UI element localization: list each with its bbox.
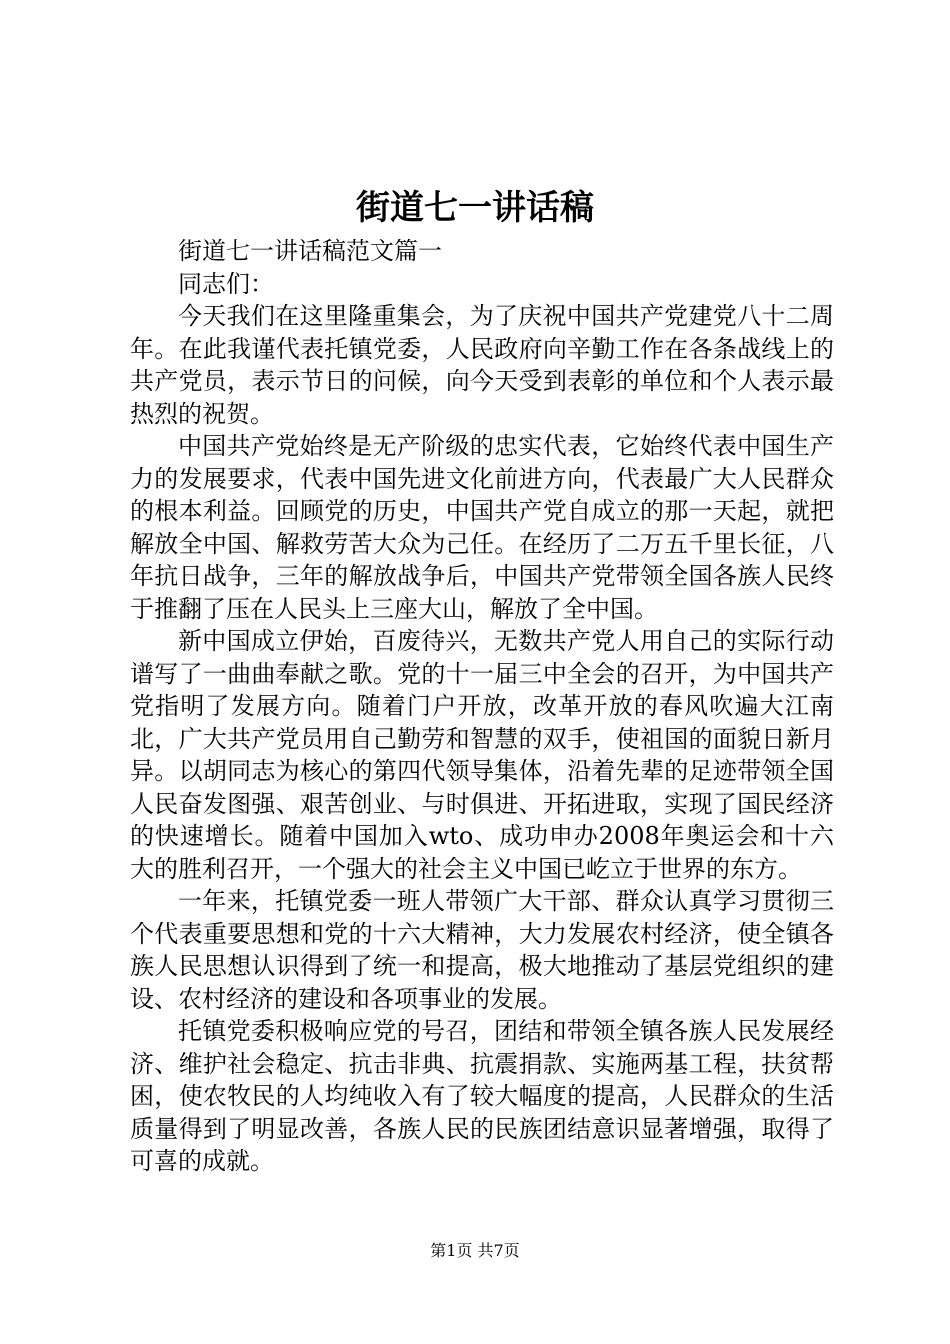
- document-body: [130, 235, 834, 1178]
- body-paragraph-4: 一年来，托镇党委一班人带领广大干部、群众认真学习贯彻三个代表重要思想和党的十六大精神，大力发展农村经济，使全镇各族人民思想认识得到了统一和提高，极大地推动了基层党组织的建设、农村经济的建设和各项事业的发展。: [130, 887, 834, 1013]
- body-paragraph-2: 中国共产党始终是无产阶级的忠实代表，它始终代表中国生产力的发展要求，代表中国先进文化前进方向，代表最广大人民群众的根本利益。回顾党的历史，中国共产党自成立的那一天起，就把解放全中国、解救劳苦大众为己任。在经历了二万五千里长征，八年抗日战争，三年的解放战争后，中国共产党带领全国各族人民终于推翻了压在人民头上三座大山，解放了全中国。: [130, 432, 834, 623]
- document-title: 街道七一讲话稿: [356, 188, 594, 228]
- body-paragraph-5: 托镇党委积极响应党的号召，团结和带领全镇各族人民发展经济、维护社会稳定、抗击非典、抗震捐款、实施两基工程，扶贫帮困，使农牧民的人均纯收入有了较大幅度的提高，人民群众的生活质量得到了明显改善，各族人民的民族团结意识显著增强，取得了可喜的成就。: [130, 1017, 834, 1175]
- salutation-line: 同志们：: [178, 269, 274, 298]
- page-footer: 第1页 共7页: [430, 1241, 520, 1260]
- body-paragraph-1: 今天我们在这里隆重集会，为了庆祝中国共产党建党八十二周年。在此我谨代表托镇党委，人民政府向辛勤工作在各条战线上的共产党员，表示节日的问候，向今天受到表彰的单位和个人表示最热烈的祝贺。: [130, 302, 834, 428]
- subtitle-line: 街道七一讲话稿范文篇一: [178, 237, 442, 265]
- body-paragraph-3: 新中国成立伊始，百废待兴，无数共产党人用自己的实际行动谱写了一曲曲奉献之歌。党的十一届三中全会的召开，为中国共产党指明了发展方向。随着门户开放，改革开放的春风吹遍大江南北，广大共产党员用自己勤劳和智慧的双手，使祖国的面貌日新月异。以胡同志为核心的第四代领导集体，沿着先辈的足迹带领全国人民奋发图强、艰苦创业、与时俱进、开拓进取，实现了国民经济的快速增长。随着中国加入wto、成功申办2008年奥运会和十六大的胜利召开，一个强大的社会主义中国已屹立于世界的东方。: [130, 627, 834, 883]
